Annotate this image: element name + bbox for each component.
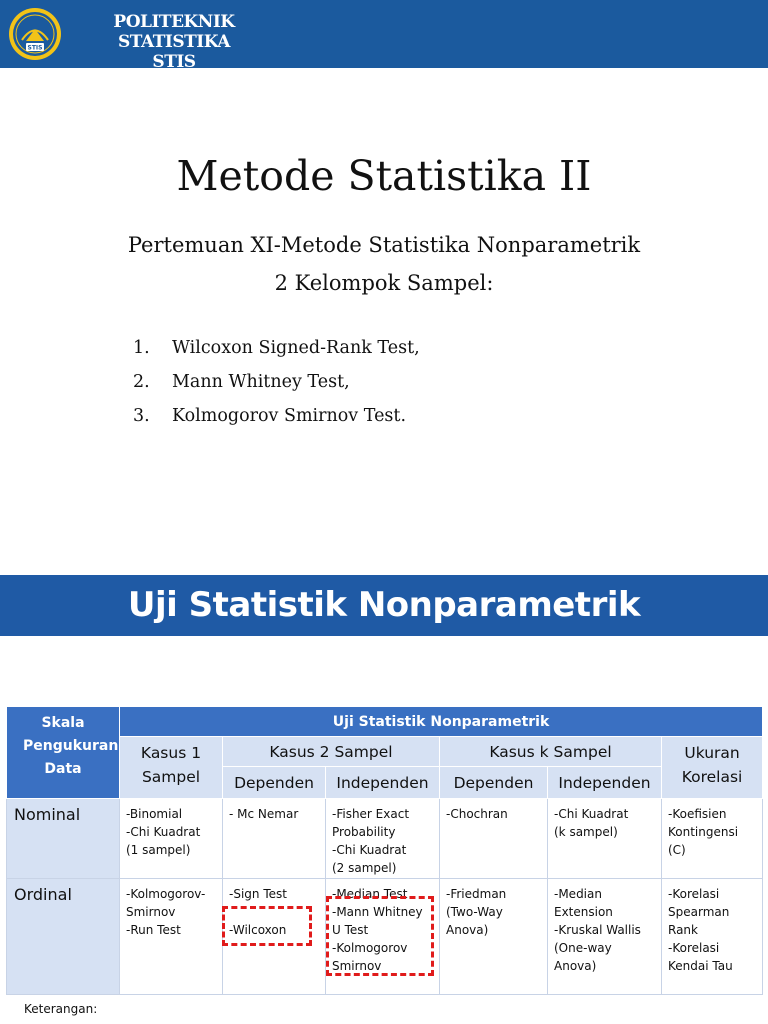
table-cell: -Binomial -Chi Kuadrat (1 sampel) xyxy=(120,799,223,879)
table-cell: -Chochran xyxy=(440,799,548,879)
institution-name xyxy=(74,12,274,72)
institution-header-bar xyxy=(0,0,768,72)
header-kasus2-dependen: Dependen xyxy=(223,767,326,799)
table-cell: -Chi Kuadrat (k sampel) xyxy=(548,799,662,879)
table-cell: -Korelasi Spearman Rank -Korelasi Kendai Tau xyxy=(662,879,763,995)
slide-title: Metode Statistika II xyxy=(176,152,592,200)
list-item-number: 1. xyxy=(133,338,150,358)
table-cell: -Kolmogorov- Smirnov -Run Test xyxy=(120,879,223,995)
list-item-text: Mann Whitney Test, xyxy=(172,372,350,392)
list-item-text: Wilcoxon Signed-Rank Test, xyxy=(172,338,420,358)
mann-whitney-highlight-box xyxy=(326,896,434,976)
subtitle-line1: Pertemuan XI-Metode Statistika Nonparametrik xyxy=(127,233,641,257)
note-label: Keterangan: xyxy=(24,1002,98,1016)
list-item xyxy=(133,372,420,406)
section-banner: Uji Statistik Nonparametrik xyxy=(0,575,768,636)
list-item-number: 2. xyxy=(133,372,150,392)
slide-subtitle xyxy=(0,226,768,302)
table-corner-header: Skala Pengukuran Data xyxy=(7,707,120,799)
table-group-header: Uji Statistik Nonparametrik xyxy=(120,707,763,737)
table-cell: -Median Test -Mann Whitney U Test -Kolmogorov Smirnov xyxy=(326,879,440,995)
svg-text:STIS: STIS xyxy=(27,44,43,52)
test-list xyxy=(133,338,420,440)
row-label-ordinal: Ordinal xyxy=(7,879,120,995)
list-item xyxy=(133,338,420,372)
header-kasus2: Kasus 2 Sampel xyxy=(223,737,440,767)
header-kasusk-dependen: Dependen xyxy=(440,767,548,799)
table-cell: -Koefisien Kontingensi (C) xyxy=(662,799,763,879)
row-label-nominal: Nominal xyxy=(7,799,120,879)
table-cell: -Fisher Exact Probability -Chi Kuadrat (2 sampel) xyxy=(326,799,440,879)
header-kasus2-independen: Independen xyxy=(326,767,440,799)
table-cell: - Mc Nemar xyxy=(223,799,326,879)
table-cell: -Friedman (Two-Way Anova) xyxy=(440,879,548,995)
list-item xyxy=(133,406,420,440)
institution-name-line1: POLITEKNIK STATISTIKA xyxy=(113,12,235,52)
header-ukuran-korelasi: Ukuran Korelasi xyxy=(662,737,763,799)
subtitle-line2: 2 Kelompok Sampel: xyxy=(274,271,494,295)
institution-name-line2: STIS xyxy=(152,52,196,72)
header-kasusk: Kasus k Sampel xyxy=(440,737,662,767)
table-row xyxy=(7,799,763,879)
table-cell: -Median Extension -Kruskal Wallis (One-way Anova) xyxy=(548,879,662,995)
header-kasusk-independen: Independen xyxy=(548,767,662,799)
wilcoxon-highlight-box xyxy=(222,906,312,946)
header-kasus1: Kasus 1 Sampel xyxy=(120,737,223,799)
stis-logo-icon xyxy=(8,7,62,61)
list-item-text: Kolmogorov Smirnov Test. xyxy=(172,406,407,426)
table-cell: -Sign Test -Wilcoxon xyxy=(223,879,326,995)
list-item-number: 3. xyxy=(133,406,150,426)
